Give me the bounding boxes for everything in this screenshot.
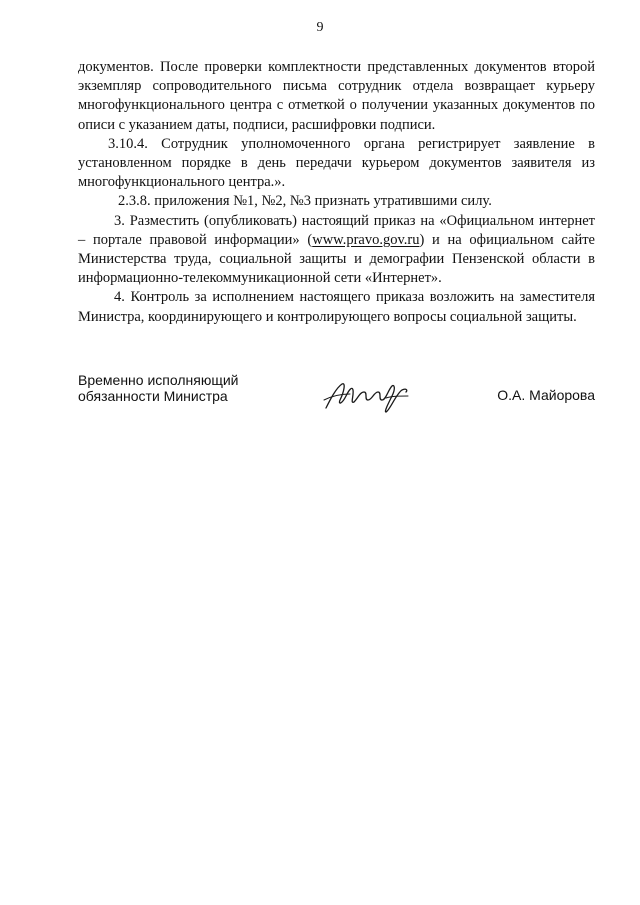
signatory-title-line1: Временно исполняющий	[78, 372, 239, 388]
paragraph-item-4: 4. Контроль за исполнением настоящего приказа возложить на заместителя Министра, координирующего и контролирующего вопросы социальной защиты.	[78, 289, 595, 325]
document-body	[78, 58, 595, 327]
paragraph-item-3-text-after: ) и на официальном сайте Министерства труда, социальной защиты и демографии Пензенской области в информационно-телекоммуникационной сети «Интернет».	[78, 231, 595, 287]
paragraph-continuation: документов. После проверки комплектности представленных документов второй экземпляр сопроводительного письма сотрудник отдела возвращает курьеру многофункционального центра с отметкой о получении указанных документов по описи с указанием даты, подписи, расшифровки подписи.	[78, 59, 595, 133]
signature-block	[78, 372, 595, 422]
signatory-title-line2: обязанности Министра	[78, 388, 228, 404]
paragraph-3-10-4: 3.10.4. Сотрудник уполномоченного органа регистрирует заявление в установленном порядке в день передачи курьером документов заявителя из многофункционального центра.».	[78, 135, 595, 191]
signatory-title	[78, 372, 238, 404]
page-number: 9	[316, 20, 324, 35]
paragraph-item-3	[78, 212, 595, 289]
paragraph-item-3-text-before: 3. Разместить (опубликовать) настоящий приказ на «Официальном интернет – портале правовой информации» (	[78, 212, 595, 248]
signatory-name: О.А. Майорова	[497, 387, 595, 403]
paragraph-2-3-8: 2.3.8. приложения №1, №2, №3 признать утратившими силу.	[118, 193, 492, 210]
handwritten-signature	[322, 378, 412, 414]
pravo-gov-link[interactable]: www.pravo.gov.ru	[312, 231, 420, 248]
